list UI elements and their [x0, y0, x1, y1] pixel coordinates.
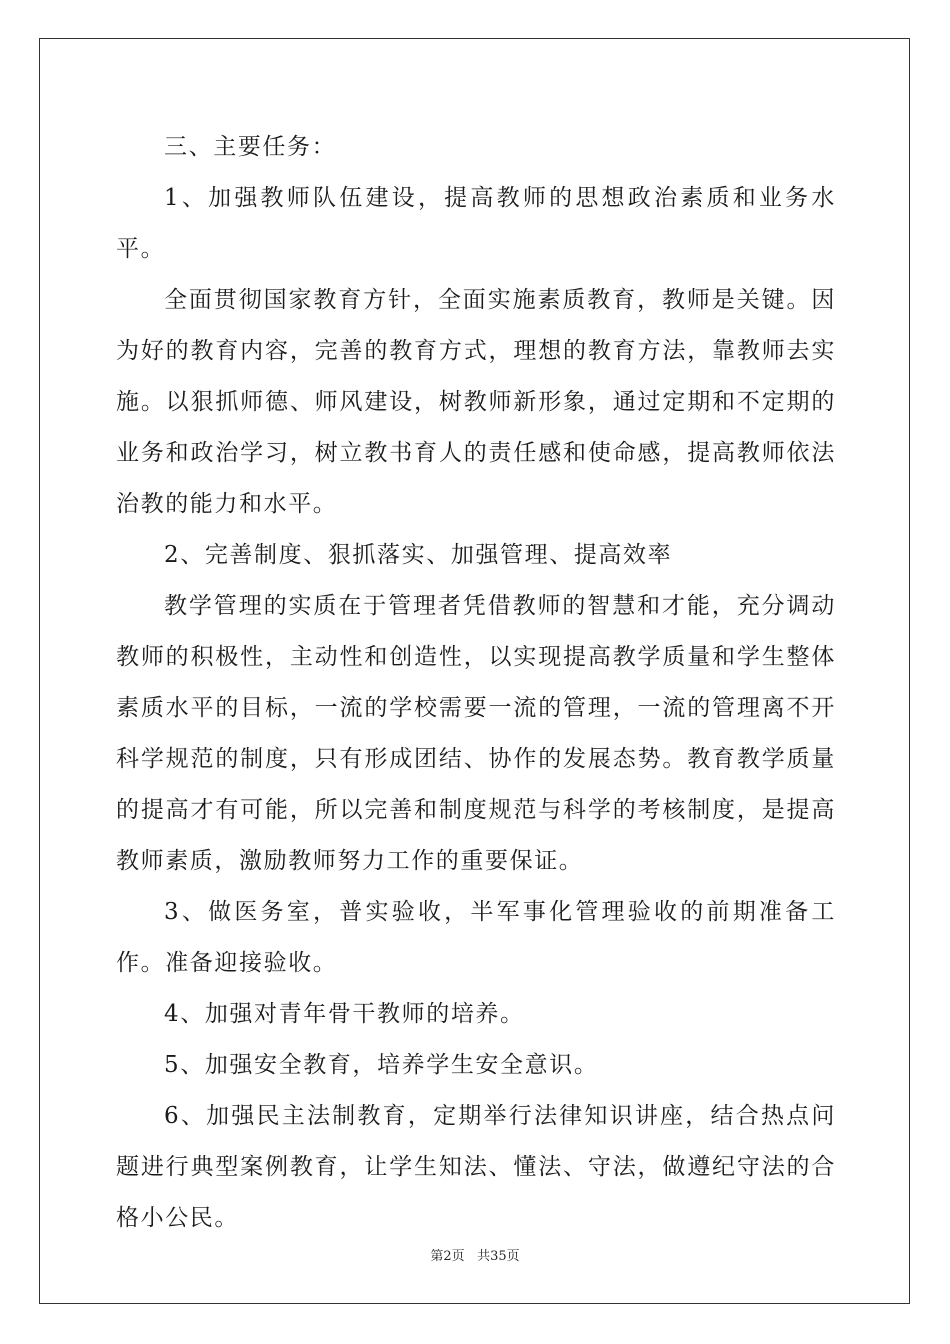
- task-2-paragraph: 教学管理的实质在于管理者凭借教师的智慧和才能，充分调动教师的积极性，主动性和创造性，以实现提高教学质量和学生整体素质水平的目标，一流的学校需要一流的管理，一流的管理离不开科学规范的制度，只有形成团结、协作的发展态势。教育教学质量的提高才有可能，所以完善和制度规范与科学的考核制度，是提高教师素质，激励教师努力工作的重要保证。: [116, 593, 836, 874]
- total-prefix: 共: [477, 1249, 491, 1264]
- page-number: 2: [443, 1249, 452, 1264]
- task-item-6: 6、加强民主法制教育，定期举行法律知识讲座，结合热点问题进行典型案例教育，让学生知法、懂法、守法，做遵纪守法的合格小公民。: [116, 1103, 836, 1231]
- page-suffix: 页: [451, 1249, 465, 1264]
- section-heading: 三、主要任务：: [164, 134, 337, 160]
- page-footer: [0, 1245, 950, 1264]
- task-item-2: 2、完善制度、狠抓落实、加强管理、提高效率: [164, 542, 673, 568]
- task-item-4: 4、加强对青年骨干教师的培养。: [164, 1001, 525, 1027]
- task-item-5: 5、加强安全教育，培养学生安全意识。: [164, 1052, 599, 1078]
- task-item-1: 1、加强教师队伍建设，提高教师的思想政治素质和业务水平。: [116, 185, 836, 262]
- task-1-paragraph: 全面贯彻国家教育方针，全面实施素质教育，教师是关键。因为好的教育内容，完善的教育方式，理想的教育方法，靠教师去实施。以狠抓师德、师风建设，树教师新形象，通过定期和不定期的业务和政治学习，树立教书育人的责任感和使命感，提高教师依法治教的能力和水平。: [116, 287, 836, 517]
- page-prefix: 第: [430, 1249, 444, 1264]
- task-item-3: 3、做医务室，普实验收，半军事化管理验收的前期准备工作。准备迎接验收。: [116, 899, 836, 976]
- document-body: [116, 122, 836, 1244]
- total-pages: 35: [490, 1249, 507, 1264]
- total-suffix: 页: [506, 1249, 520, 1264]
